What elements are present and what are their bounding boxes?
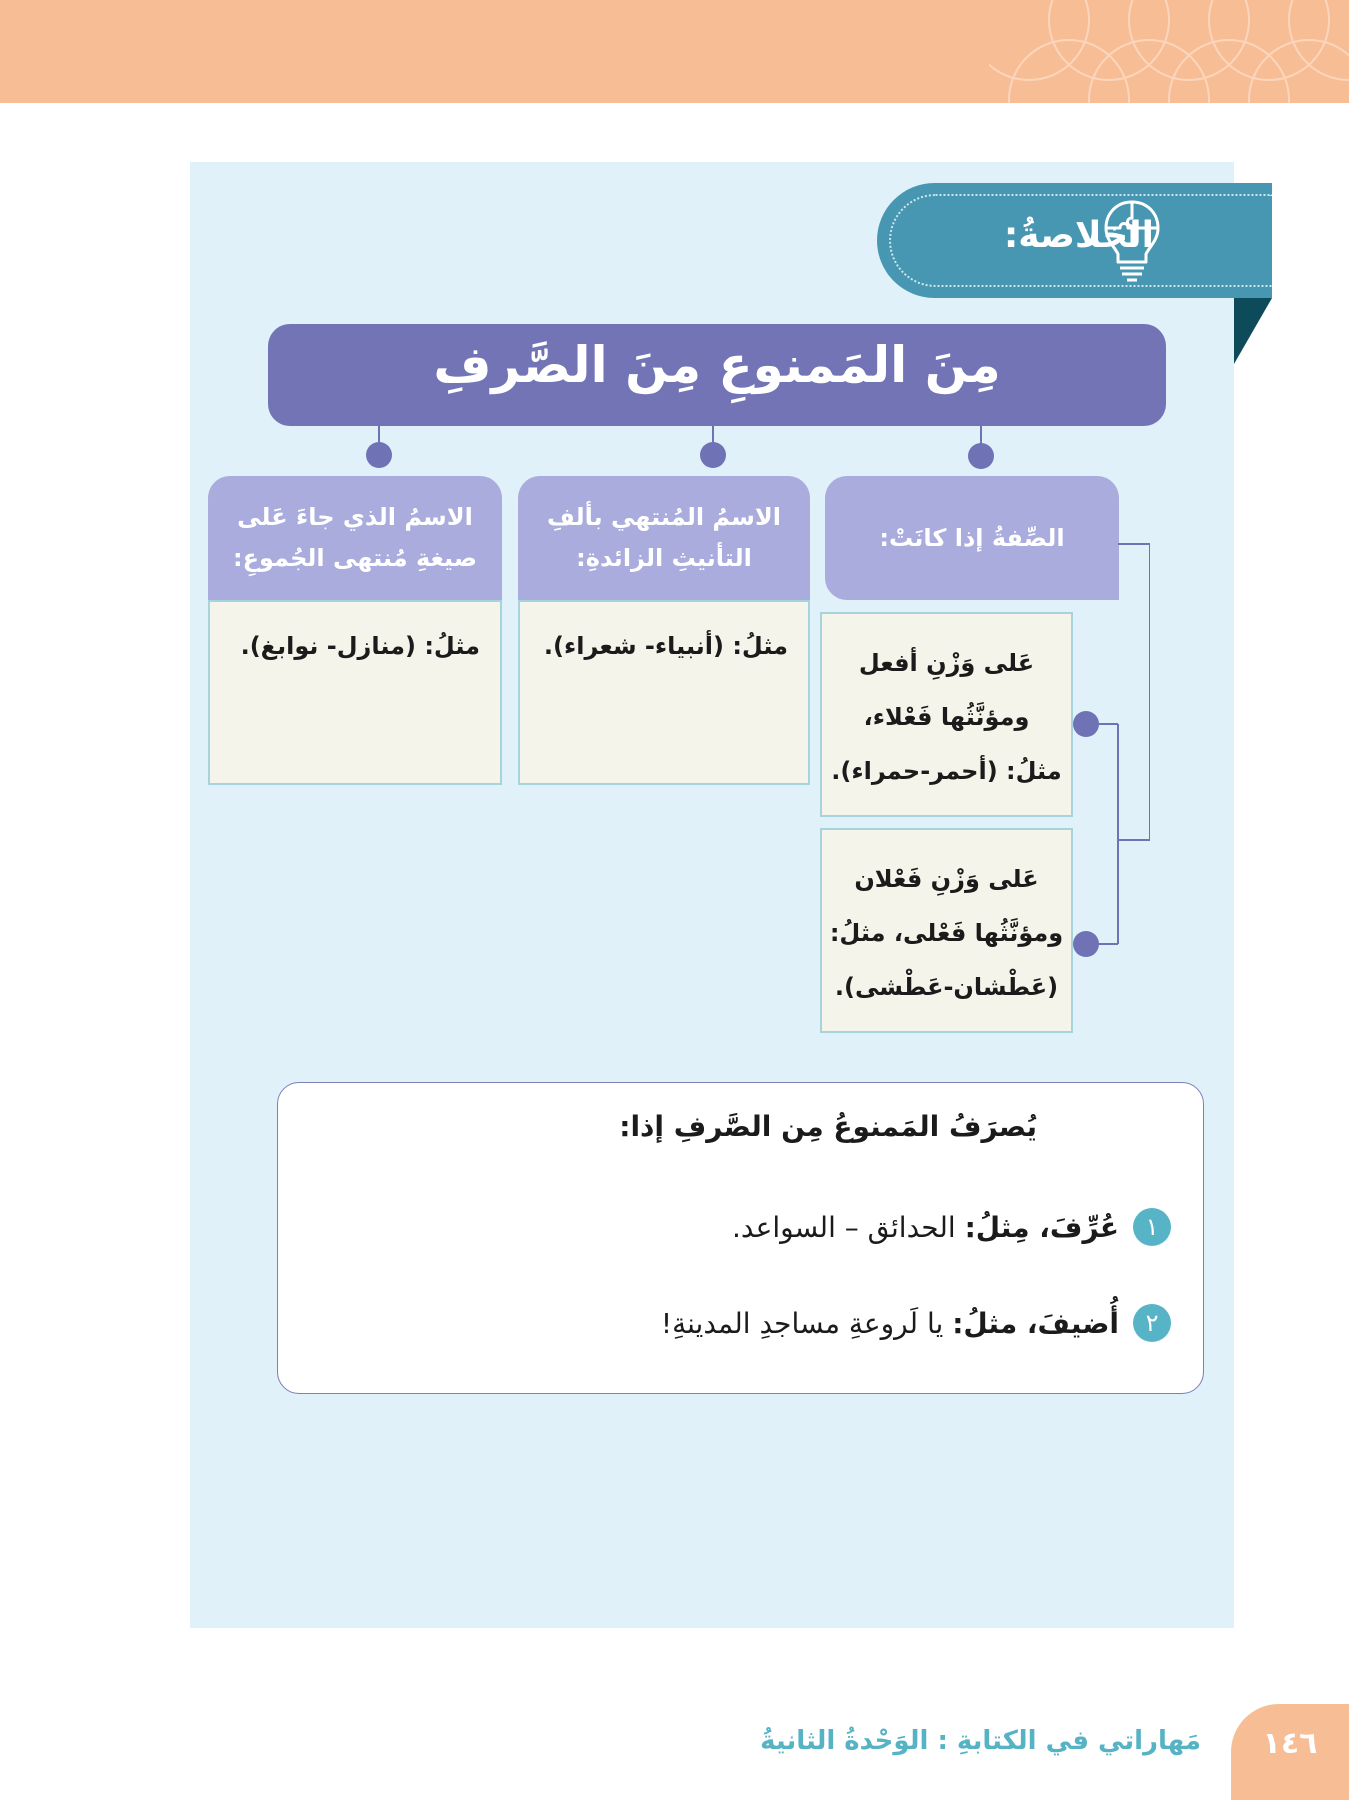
connector-dot [700,442,726,468]
rule-keyword: أُضيفَ، مثلُ: [952,1306,1119,1340]
adjective-case-fa3lan [820,828,1073,1033]
case-line: مثلُ: (أحمر-حمراء). [831,757,1062,785]
case-line: ومؤنَّثُها فَعْلى، مثلُ: [829,919,1064,947]
case-line: عَلى وَزْنِ فَعْلان [854,865,1039,893]
rule-item-1 [732,1208,1171,1246]
connector-dot [366,442,392,468]
number-badge: ٢ [1133,1304,1171,1342]
page-number: ١٤٦ [1262,1726,1318,1761]
rule-example: يا لَروعةِ مساجدِ المدينةِ! [660,1306,944,1340]
top-decorative-band [0,0,1349,103]
bracket-connector [1070,530,1150,960]
lightbulb-puzzle-icon [1100,196,1164,286]
adjective-case-af3al [820,612,1073,817]
footer-book-title: مَهاراتي في الكتابةِ : الوَحْدةُ الثانيةُ [760,1726,1201,1756]
geometric-pattern [989,0,1349,103]
connector-dot [968,443,994,469]
header-line: الاسمُ الذي جاءَ عَلى [237,503,473,532]
header-line: الاسمُ المُنتهي بألفِ [547,503,781,532]
main-title: مِنَ المَمنوعِ مِنَ الصَّرفِ [433,336,1001,394]
rule-heading: يُصرَفُ المَمنوعُ مِن الصَّرفِ إذا: [619,1110,1037,1143]
example-box-alif-taneeth: مثلُ: (أنبياء- شعراء). [518,600,810,785]
category-header-alif-taneeth [518,476,810,600]
number-badge: ١ [1133,1208,1171,1246]
rule-example: الحدائق – السواعد. [732,1210,956,1244]
category-header-muntaha-jumu [208,476,502,600]
case-line: عَلى وَزْنِ أفعل [858,649,1035,677]
category-header-adjective: الصِّفةُ إذا كانَتْ: [825,476,1119,600]
case-line: (عَطْشان-عَطْشى). [834,973,1059,1001]
case-line: ومؤنَّثُها فَعْلاء، [863,703,1030,731]
rule-item-2 [661,1304,1171,1342]
rule-keyword: عُرِّفَ، مِثلُ: [964,1210,1119,1244]
summary-title: الخلاصةُ: [1003,215,1154,256]
header-line: صيغةِ مُنتهى الجُموعِ: [232,544,478,572]
example-box-muntaha-jumu: مثلُ: (منازل- نوابغ). [208,600,502,785]
header-line: التأنيثِ الزائدةِ: [576,544,752,572]
tab-fold [1234,298,1272,364]
